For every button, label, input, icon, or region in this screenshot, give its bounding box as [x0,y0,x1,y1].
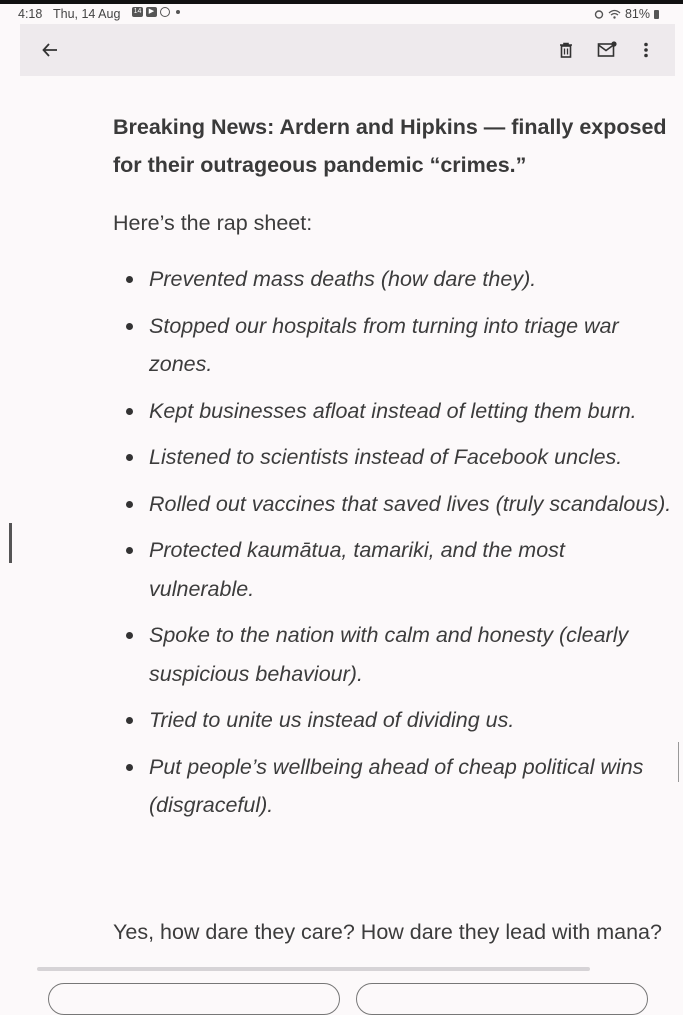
app-notification-icon [160,7,170,17]
intro-text: Here’s the rap sheet: [113,211,313,235]
bullet-icon [126,632,133,639]
more-options-button[interactable] [634,38,658,62]
bullet-icon [126,764,133,771]
mark-unread-button[interactable] [595,38,619,62]
status-right [594,7,659,21]
back-button[interactable] [38,38,62,62]
rap-sheet-list [113,260,673,825]
bullet-icon [126,717,133,724]
notification-icons [132,7,180,17]
alarm-icon [594,9,604,19]
calendar-notification-icon: 14 [133,8,142,15]
trash-icon [557,41,575,59]
youtube-notification-icon: ▶ [146,7,157,17]
bullet-icon [126,323,133,330]
list-item: Rolled out vaccines that saved lives (truly scandalous). [113,485,673,524]
scroll-indicator [9,523,12,563]
bullet-icon [126,501,133,508]
bullet-icon [126,276,133,283]
battery-icon [654,10,659,19]
list-item: Prevented mass deaths (how dare they). [113,260,673,299]
email-toolbar [20,24,675,76]
more-notifications-dot-icon [176,10,180,14]
list-item: Listened to scientists instead of Facebook uncles. [113,438,673,477]
reply-button[interactable] [48,983,340,1015]
arrow-left-icon [41,41,59,59]
email-headline: Breaking News: Ardern and Hipkins — finally exposed for their outrageous pandemic “crimes.” [113,115,667,177]
list-item: Spoke to the nation with calm and honesty (clearly suspicious behaviour). [113,616,673,693]
list-item: Put people’s wellbeing ahead of cheap political wins (disgraceful). [113,748,673,825]
status-time: 4:18 [18,7,43,21]
list-item: Stopped our hospitals from turning into triage war zones. [113,307,673,384]
closing-text: Yes, how dare they care? How dare they lead with mana? [113,920,662,944]
delete-button[interactable] [554,38,578,62]
bullet-icon [126,408,133,415]
more-vert-icon [643,41,649,59]
bullet-icon [126,454,133,461]
battery-percentage: 81% [624,7,650,21]
email-body [113,108,673,833]
bullet-icon [126,547,133,554]
mail-unread-icon [597,41,617,59]
forward-button[interactable] [356,983,648,1015]
gesture-bar[interactable] [37,967,590,971]
wifi-icon [608,9,621,19]
list-item: Kept businesses afloat instead of letting them burn. [113,392,673,431]
edge-handle [678,742,679,782]
status-date: Thu, 14 Aug [53,7,121,21]
list-item: Tried to unite us instead of dividing us. [113,701,673,740]
list-item: Protected kaumātua, tamariki, and the most vulnerable. [113,531,673,608]
status-bar [0,4,683,24]
